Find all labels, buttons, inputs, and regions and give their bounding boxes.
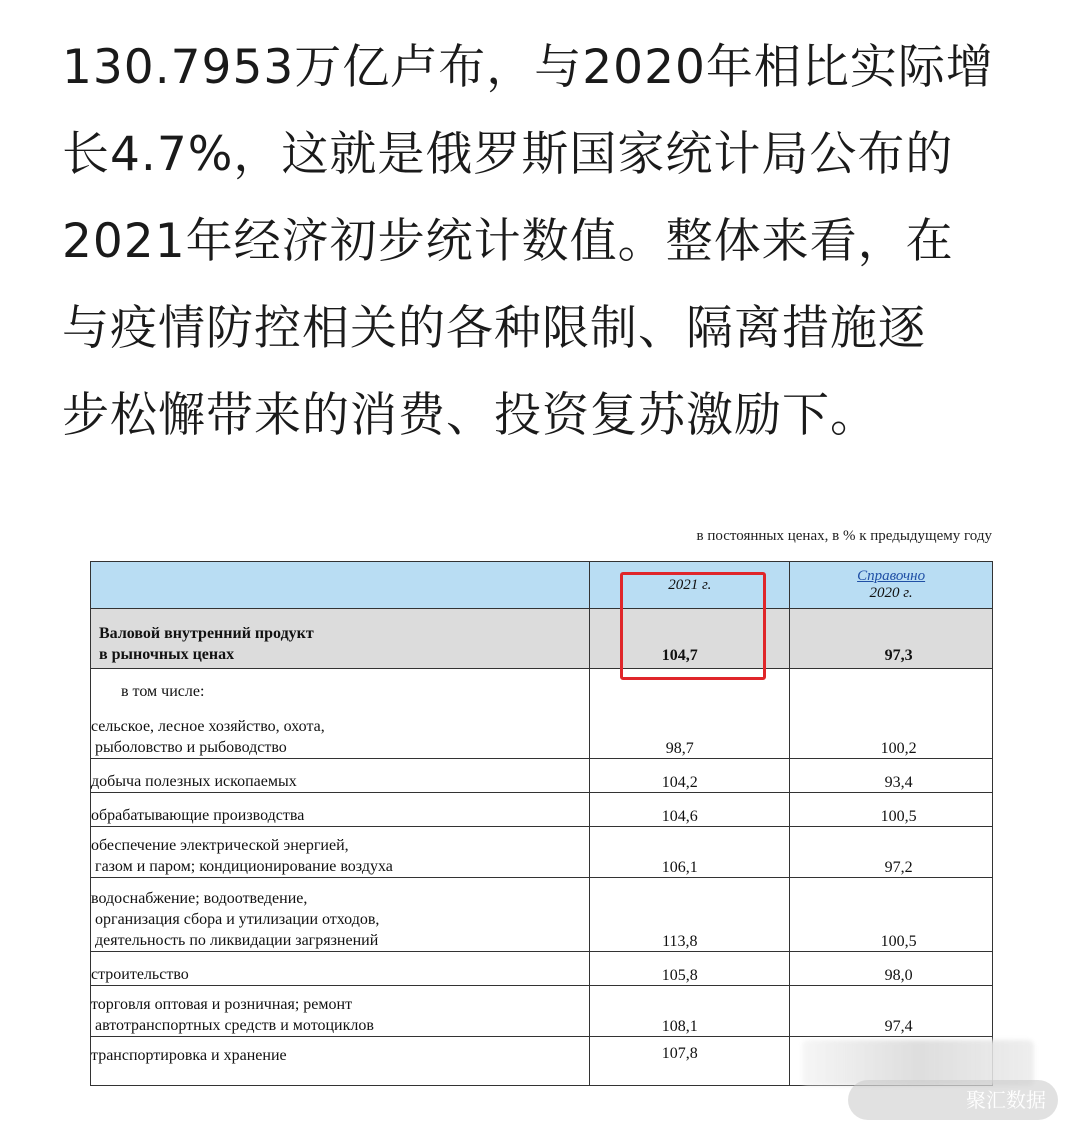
article-line-2: 长4.7%，这就是俄罗斯国家统计局公布的 [62,127,954,182]
gdp-table [90,561,993,1086]
row-value-2021: 105,8 [590,952,790,986]
row-value-2020: 97,4 [790,986,993,1037]
row-value-2021: 107,8 [590,1037,790,1086]
row-value-2020: 100,2 [790,669,993,759]
row-value-2020: 98,0 [790,952,993,986]
gdp-row [91,609,993,669]
header-blank-cell [91,562,590,609]
gdp-value-2021: 104,7 [590,609,790,669]
row-label: транспортировка и хранение [91,1037,590,1086]
subheader-label: в том числе: [121,683,205,700]
header-2021: 2021 г. [590,562,790,609]
reference-link[interactable]: Справочно [857,568,926,584]
table-row [91,952,993,986]
article-line-5: 步松懈带来的消费、投资复苏激励下。 [62,388,878,443]
row-value-2020: 100,5 [790,878,993,952]
table-row [91,878,993,952]
row-label: обеспечение электрической энергией, газом и паром; кондиционирование воздуха [91,827,590,878]
header-2020: 2020 г. [869,585,913,601]
row-value-2021: 108,1 [590,986,790,1037]
article-line-1: 130.7953万亿卢布，与2020年相比实际增 [62,40,994,95]
row-value-2021: 98,7 [590,669,790,759]
row-value-2021: 104,2 [590,759,790,793]
row-label: строительство [91,952,590,986]
gdp-value-2020: 97,3 [790,609,993,669]
table-row [91,986,993,1037]
highlight-box [620,572,766,680]
unit-note: в постоянных ценах, в % к предыдущему году [696,528,992,544]
table-row [91,793,993,827]
row-label: в том числе: сельское, лесное хозяйство, охота, рыболовство и рыбоводство [91,669,590,759]
document-image [60,508,1022,1088]
row-label: обрабатывающие производства [91,793,590,827]
row-label: водоснабжение; водоотведение, организация сбора и утилизации отходов, деятельность по ликвидации загрязнений [91,878,590,952]
article-line-3: 2021年经济初步统计数值。整体来看，在 [62,214,954,269]
row-value-2021: 106,1 [590,827,790,878]
row-value-2020: 100,5 [790,793,993,827]
row-value-2020: 97,2 [790,827,993,878]
article-text [62,24,1032,459]
row-value-2021: 104,6 [590,793,790,827]
watermark: 聚汇数据 [848,1080,1058,1120]
row-label: торговля оптовая и розничная; ремонт автотранспортных средств и мотоциклов [91,986,590,1037]
gdp-label: Валовой внутренний продукт в рыночных ценах [91,609,590,669]
row-label: добыча полезных ископаемых [91,759,590,793]
header-reference [790,562,993,609]
row-value-2020: 93,4 [790,759,993,793]
article-line-4: 与疫情防控相关的各种限制、隔离措施逐 [62,301,926,356]
table-row [91,669,993,759]
table-row [91,827,993,878]
table-header-row [91,562,993,609]
table-row [91,759,993,793]
row-value-2021: 113,8 [590,878,790,952]
